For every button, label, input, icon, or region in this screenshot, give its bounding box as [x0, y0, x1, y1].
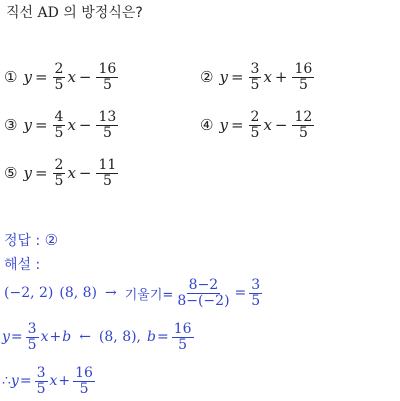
intercept-fraction: $\frac{16}{5}$	[294, 61, 313, 93]
slope-fraction: $\frac{3}{5}$	[27, 321, 37, 353]
var-x: x	[67, 164, 76, 183]
var-y: y	[10, 373, 19, 390]
slope-computation: $\frac{8-2}{8-(-2)}$	[177, 277, 230, 309]
choice-marker: ②	[200, 68, 214, 87]
operator: −	[78, 164, 92, 183]
question-suffix: 의 방정식은?	[58, 5, 143, 21]
explanation-label: 해설 :	[4, 257, 41, 273]
choice-marker: ①	[4, 68, 18, 87]
var-x: x	[263, 68, 272, 87]
intercept-fraction: $\frac{16}{5}$	[98, 61, 117, 93]
explanation-line-1	[4, 278, 264, 308]
point-1: (−2, 2)	[4, 285, 54, 302]
right-arrow: →	[105, 285, 117, 302]
var-y: y	[2, 329, 10, 346]
intercept-fraction: $\frac{11}{5}$	[98, 157, 117, 189]
choice-5[interactable]	[4, 158, 120, 188]
answer-line	[4, 230, 58, 250]
intercept-fraction: $\frac{12}{5}$	[294, 109, 313, 141]
point: (8, 8),	[98, 329, 142, 346]
choice-2[interactable]	[200, 62, 316, 92]
var-y: y	[219, 116, 228, 135]
var-x: x	[67, 68, 76, 87]
choice-marker: ⑤	[4, 164, 18, 183]
var-y: y	[23, 164, 32, 183]
therefore-symbol: ∴	[2, 373, 11, 390]
question-prefix: 직선	[6, 5, 38, 21]
operator: −	[274, 116, 288, 135]
choice-marker: ③	[4, 116, 18, 135]
choice-3[interactable]	[4, 110, 120, 140]
var-x: x	[40, 329, 49, 346]
equals-sign: =	[156, 329, 169, 346]
operator: −	[78, 68, 92, 87]
left-arrow: ←	[79, 329, 91, 346]
var-b: b	[147, 329, 156, 346]
choice-marker: ④	[200, 116, 214, 135]
operator: −	[78, 116, 92, 135]
point-2: (8, 8)	[59, 285, 98, 302]
intercept-fraction: $\frac{13}{5}$	[98, 109, 117, 141]
var-x: x	[49, 373, 58, 390]
var-b: b	[62, 329, 72, 346]
intercept-result: $\frac{16}{5}$	[173, 321, 192, 353]
plus-sign: +	[58, 373, 71, 390]
var-y: y	[23, 68, 32, 87]
slope-fraction: $\frac{2}{5}$	[54, 61, 64, 93]
equals-sign: =	[34, 116, 48, 135]
intercept-fraction: $\frac{16}{5}$	[75, 365, 93, 397]
slope-label: 기울기=	[124, 287, 174, 303]
equals-sign: =	[34, 164, 48, 183]
equals-sign: =	[230, 116, 244, 135]
equals-sign: =	[234, 285, 247, 302]
explanation-line-3	[2, 366, 97, 396]
choice-1[interactable]	[4, 62, 120, 92]
slope-fraction: $\frac{4}{5}$	[54, 109, 64, 141]
slope-fraction: $\frac{2}{5}$	[54, 157, 64, 189]
slope-result: $\frac{3}{5}$	[251, 277, 261, 309]
plus-sign: +	[49, 329, 62, 346]
equals-sign: =	[230, 68, 244, 87]
choice-4[interactable]	[200, 110, 316, 140]
equals-sign: =	[34, 68, 48, 87]
answer-value: ②	[44, 231, 59, 249]
slope-fraction: $\frac{3}{5}$	[250, 61, 260, 93]
question-text	[6, 2, 143, 22]
var-y: y	[23, 116, 32, 135]
operator: +	[274, 68, 288, 87]
var-x: x	[263, 116, 272, 135]
equals-sign: =	[19, 373, 32, 390]
var-x: x	[67, 116, 76, 135]
answer-label: 정답 :	[4, 233, 45, 249]
slope-fraction: $\frac{3}{5}$	[36, 365, 46, 397]
slope-fraction: $\frac{2}{5}$	[250, 109, 260, 141]
segment-label: AD	[37, 5, 59, 21]
equals-sign: =	[10, 329, 23, 346]
var-y: y	[219, 68, 228, 87]
explanation-line-2	[2, 322, 196, 352]
